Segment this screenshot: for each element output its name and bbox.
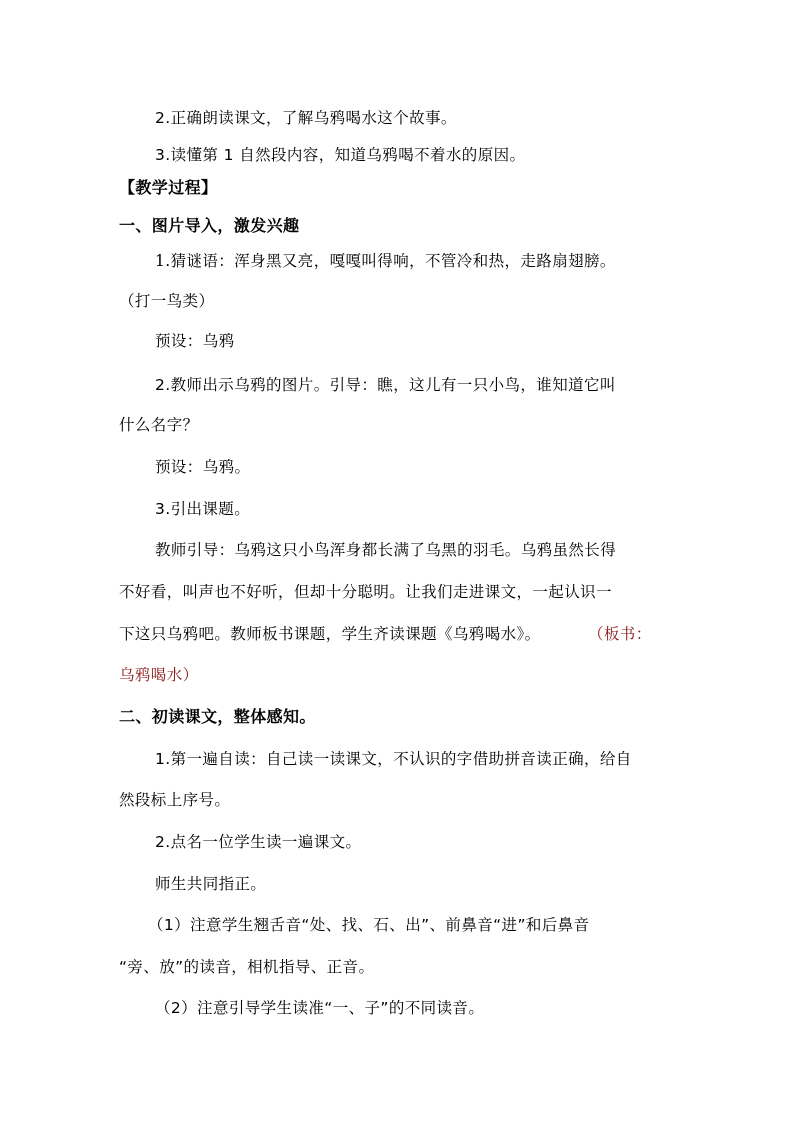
read1-line1: 1.第一遍自读：自己读一读课文，不认识的字借助拼音读正确，给自 <box>155 750 632 768</box>
riddle-hint: （打一鸟类） <box>119 292 215 310</box>
board-note-open: （板书： <box>588 625 652 643</box>
correct-together: 师生共同指正。 <box>155 875 267 893</box>
objective-3: 3.读懂第 1 自然段内容，知道乌鸦喝不着水的原因。 <box>155 146 526 164</box>
part1-heading: 一、图片导入，激发兴趣 <box>119 216 300 235</box>
note1-line1: （1）注意学生翘舌音“处、找、石、出”、前鼻音“进”和后鼻音 <box>148 916 590 934</box>
guide-line2: 不好看，叫声也不好听，但却十分聪明。让我们走进课文，一起认识一 <box>119 583 612 601</box>
step2-line1: 2.教师出示乌鸦的图片。引导：瞧，这儿有一只小鸟，谁知道它叫 <box>155 376 616 394</box>
read2: 2.点名一位学生读一遍课文。 <box>155 833 362 851</box>
section-teaching-process: 【教学过程】 <box>119 178 218 197</box>
guide-line3: 下这只乌鸦吧。教师板书课题，学生齐读课题《乌鸦喝水》。 <box>119 625 541 643</box>
objective-2: 2.正确朗读课文，了解乌鸦喝水这个故事。 <box>155 109 457 127</box>
board-note-title: 乌鸦喝水） <box>119 666 199 684</box>
preset-answer-2: 预设：乌鸦。 <box>155 458 251 476</box>
note2: （2）注意引导学生读准“一、子”的不同读音。 <box>155 999 485 1017</box>
part2-heading: 二、初读课文，整体感知。 <box>119 707 316 726</box>
step2-line2: 什么名字？ <box>119 416 199 434</box>
guide-line1: 教师引导：乌鸦这只小鸟浑身都长满了乌黑的羽毛。乌鸦虽然长得 <box>155 541 617 559</box>
riddle-text: 1.猜谜语：浑身黑又亮，嘎嘎叫得响，不管冷和热，走路扇翅膀。 <box>155 252 616 270</box>
read1-line2: 然段标上序号。 <box>119 791 231 809</box>
step3: 3.引出课题。 <box>155 500 251 518</box>
note1-line2: “旁、放”的读音，相机指导、正音。 <box>119 958 375 976</box>
preset-answer-1: 预设：乌鸦 <box>155 332 235 350</box>
